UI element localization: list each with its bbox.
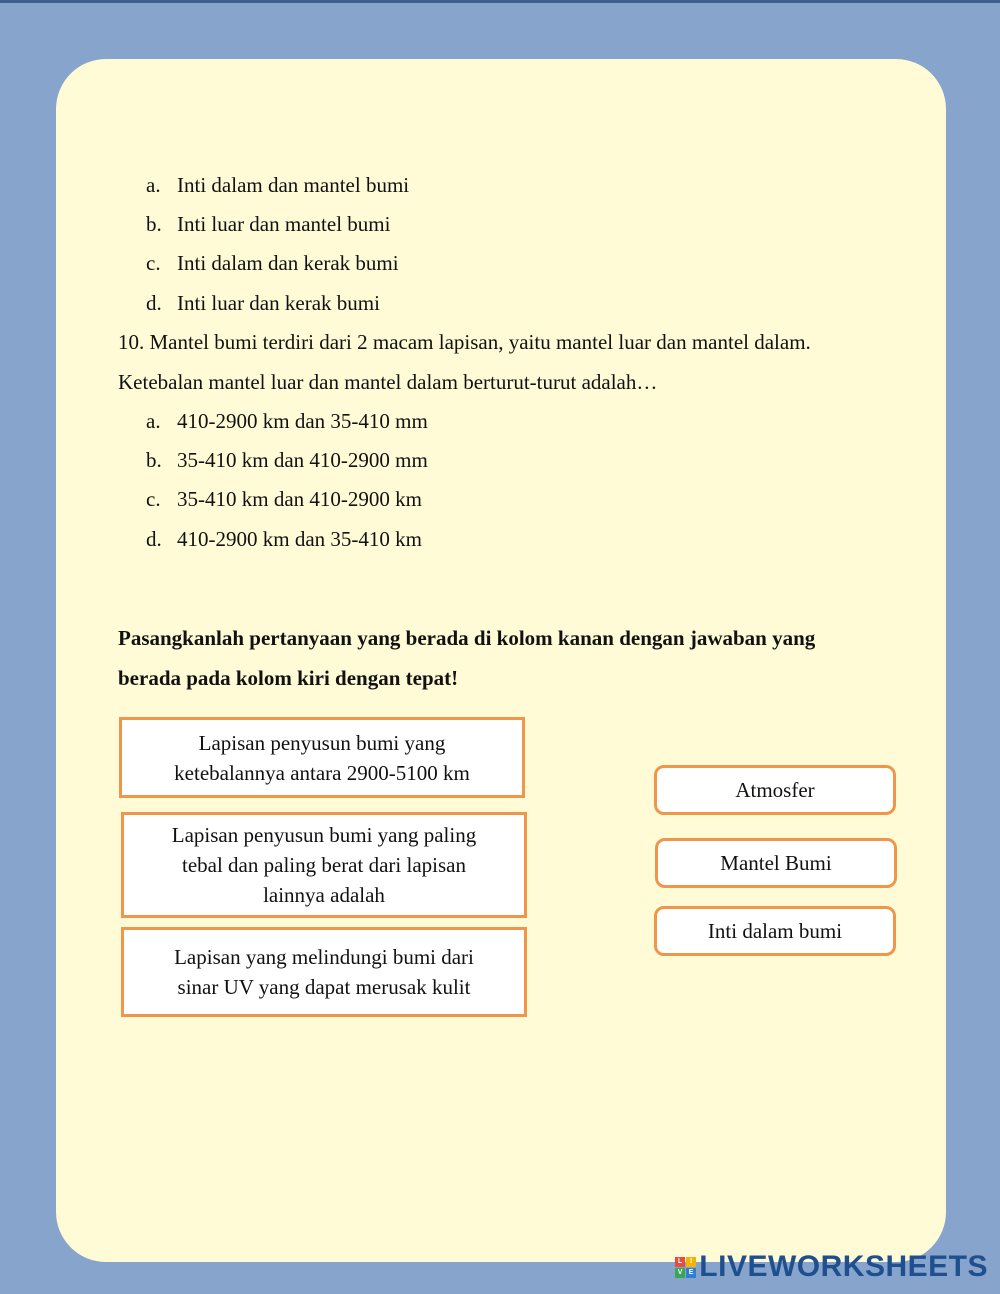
logo-text: LIVEWORKSHEETS (699, 1250, 988, 1283)
match-question-3[interactable] (121, 927, 527, 1017)
option-letter: b. (146, 212, 162, 236)
option-text: Inti dalam dan kerak bumi (177, 251, 399, 275)
liveworksheets-logo-icon (675, 1257, 696, 1278)
option-letter: b. (146, 448, 162, 472)
question-line: Lapisan penyusun bumi yang (198, 730, 446, 755)
option-letter: c. (146, 251, 161, 275)
question-line: ketebalannya antara 2900-5100 km (174, 760, 470, 785)
option-letter: d. (146, 527, 162, 551)
match-answer-atmosfer[interactable]: Atmosfer (654, 765, 896, 815)
match-question-2[interactable] (121, 812, 527, 918)
logo-mark-letter: L (675, 1257, 685, 1267)
question-line: tebal dan paling berat dari lapisan (182, 853, 466, 877)
match-answer-inti-dalam-bumi[interactable]: Inti dalam bumi (654, 906, 896, 956)
option-text: Inti dalam dan mantel bumi (177, 173, 410, 197)
option-letter: c. (146, 487, 161, 511)
question-line: sinar UV yang dapat merusak kulit (177, 975, 471, 999)
option-text: 35-410 km dan 410-2900 km (177, 487, 422, 511)
question-line: lainnya adalah (263, 883, 385, 907)
option-letter: a. (146, 409, 161, 433)
q10-text-line2: Ketebalan mantel luar dan mantel dalam berturut-turut adalah… (118, 370, 658, 394)
question-line: Lapisan penyusun bumi yang paling (171, 823, 477, 847)
q9-option-c (146, 253, 399, 274)
question-line: Lapisan yang melindungi bumi dari (174, 945, 474, 969)
q10-option-a (146, 411, 428, 432)
option-text: 410-2900 km dan 35-410 mm (177, 409, 428, 433)
q9-option-b (146, 214, 390, 235)
logo-mark-letter: E (686, 1268, 696, 1278)
instruction-line2: berada pada kolom kiri dengan tepat! (118, 666, 459, 690)
match-question-1[interactable] (119, 717, 525, 798)
q10-option-c (146, 489, 422, 510)
liveworksheets-logo (675, 1250, 988, 1284)
option-letter: a. (146, 173, 161, 197)
worksheet-page (56, 59, 946, 1262)
logo-mark-letter: V (675, 1268, 685, 1278)
instruction-line1: Pasangkanlah pertanyaan yang berada di kolom kanan dengan jawaban yang (118, 626, 816, 650)
option-letter: d. (146, 291, 162, 315)
match-answer-mantel-bumi[interactable]: Mantel Bumi (655, 838, 897, 888)
q10-option-d (146, 529, 422, 550)
logo-mark-letter: I (686, 1257, 696, 1267)
option-text: Inti luar dan kerak bumi (177, 291, 380, 315)
q10-option-b (146, 450, 428, 471)
q9-option-a (146, 175, 409, 196)
q10-text-line1: 10. Mantel bumi terdiri dari 2 macam lapisan, yaitu mantel luar dan mantel dalam. (118, 330, 811, 354)
option-text: Inti luar dan mantel bumi (177, 212, 391, 236)
option-text: 410-2900 km dan 35-410 km (177, 527, 422, 551)
q9-option-d (146, 293, 380, 314)
option-text: 35-410 km dan 410-2900 mm (177, 448, 428, 472)
